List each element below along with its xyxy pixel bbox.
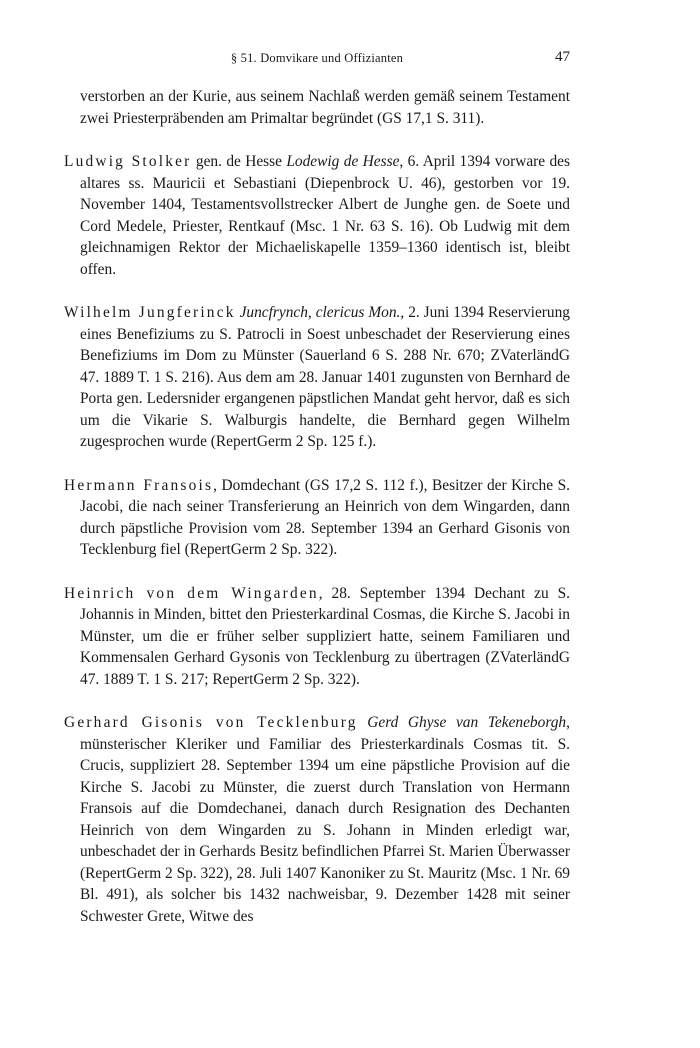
entry-heinrich-von-dem-wingarden (64, 583, 570, 691)
running-head (64, 49, 570, 69)
entry-name-suffix (358, 714, 368, 731)
entry-gerhard-gisonis (64, 712, 570, 927)
entry-continuation (64, 86, 570, 129)
entry-name-suffix: gen. de Hesse (191, 153, 287, 170)
running-title: § 51. Domvikare und Offizianten (230, 51, 404, 65)
entry-name: Gerhard Gisonis von Tecklenburg (64, 714, 358, 731)
entry-name: Wilhelm Jungferinck (64, 304, 236, 321)
entry-name-variant: Juncfrynch, clericus Mon. (239, 304, 401, 321)
entry-text: verstorben an der Kurie, aus seinem Nachlaß werden gemäß seinem Testament zwei Priesterpräbenden am Primaltar begründet (GS 17,1 S. 311). (80, 88, 570, 127)
entry-ludwig-stolker (64, 151, 570, 280)
entry-name: Heinrich von dem Wingarden (64, 584, 319, 602)
entry-text: , 6. April 1394 vorware des altares ss. Mauricii et Sebastiani (Diepenbrock U. 46), gestorben vor 19. November 1404, Testamentsvollstrecker Albert de Junghe gen. de Soete und Cord Medele, Priester, Rentkauf (Msc. 1 Nr. 63 S. 16). Ob Ludwig mit dem gleichnamigen Rektor der Michaeliskapelle 1359–1360 identisch ist, bleibt offen. (80, 153, 571, 278)
entry-name: Hermann Fransois (64, 476, 214, 494)
entry-text: , münsterischer Kleriker und Familiar des Priesterkardinals Cosmas tit. S. Crucis, suppliziert 28. September 1394 um eine päpstliche Provision auf die Kirche S. Jacobi zu Münster, die zuerst durch Translation von Hermann Fransois auf die Domdechanei, danach durch Resignation des Dechanten Heinrich von dem Wingarden zu S. Johann in Minden erledigt war, unbeschadet der in Gerhards Besitz befindlichen Pfarrei St. Marien Überwasser (RepertGerm 2 Sp. 322), 28. Juli 1407 Kanoniker zu St. Mauritz (Msc. 1 Nr. 69 Bl. 491), als solcher bis 1432 nachweisbar, 9. Dezember 1428 mit seiner Schwester Grete, Witwe des (80, 714, 570, 925)
entry-text: , 28. September 1394 Dechant zu S. Johannis in Minden, bittet den Priesterkardinal Cosmas, die Kirche S. Jacobi in Münster, um die er früher selber suppliziert hatte, seinem Familiaren und Kommensalen Gerhard Gysonis von Tecklenburg zu übertragen (ZVaterländG 47. 1889 T. 1 S. 217; RepertGerm 2 Sp. 322). (80, 584, 570, 688)
entry-wilhelm-jungferinck (64, 302, 570, 453)
body-text (64, 86, 570, 949)
entry-name-variant: Lodewig de Hesse (286, 153, 400, 170)
entry-name-variant: Gerd Ghyse van Tekeneborgh (367, 714, 567, 731)
entry-text: , 2. Juni 1394 Reservierung eines Benefiziums zu S. Patrocli in Soest unbeschadet der Reservierung eines Benefiziums im Dom zu Münster (Sauerland 6 S. 288 Nr. 670; ZVaterländG 47. 1889 T. 1 S. 216). Aus dem am 28. Januar 1401 zugunsten von Bernhard de Porta gen. Ledersnider ergangenen päpstlichen Mandat geht hervor, daß es sich um die Vikarie S. Walburgis handelte, die Bernhard gegen Wilhelm zugesprochen wurde (RepertGerm 2 Sp. 125 f.). (80, 304, 571, 450)
page-number: 47 (555, 49, 570, 65)
entry-hermann-fransois (64, 475, 570, 561)
entry-name: Ludwig Stolker (64, 153, 192, 170)
entry-text: , Domdechant (GS 17,2 S. 112 f.), Besitzer der Kirche S. Jacobi, die nach seiner Transferierung an Heinrich von dem Wingarden, dann durch päpstliche Provision vom 28. September 1394 an Gerhard Gisonis von Tecklenburg fiel (RepertGerm 2 Sp. 322). (80, 476, 570, 558)
